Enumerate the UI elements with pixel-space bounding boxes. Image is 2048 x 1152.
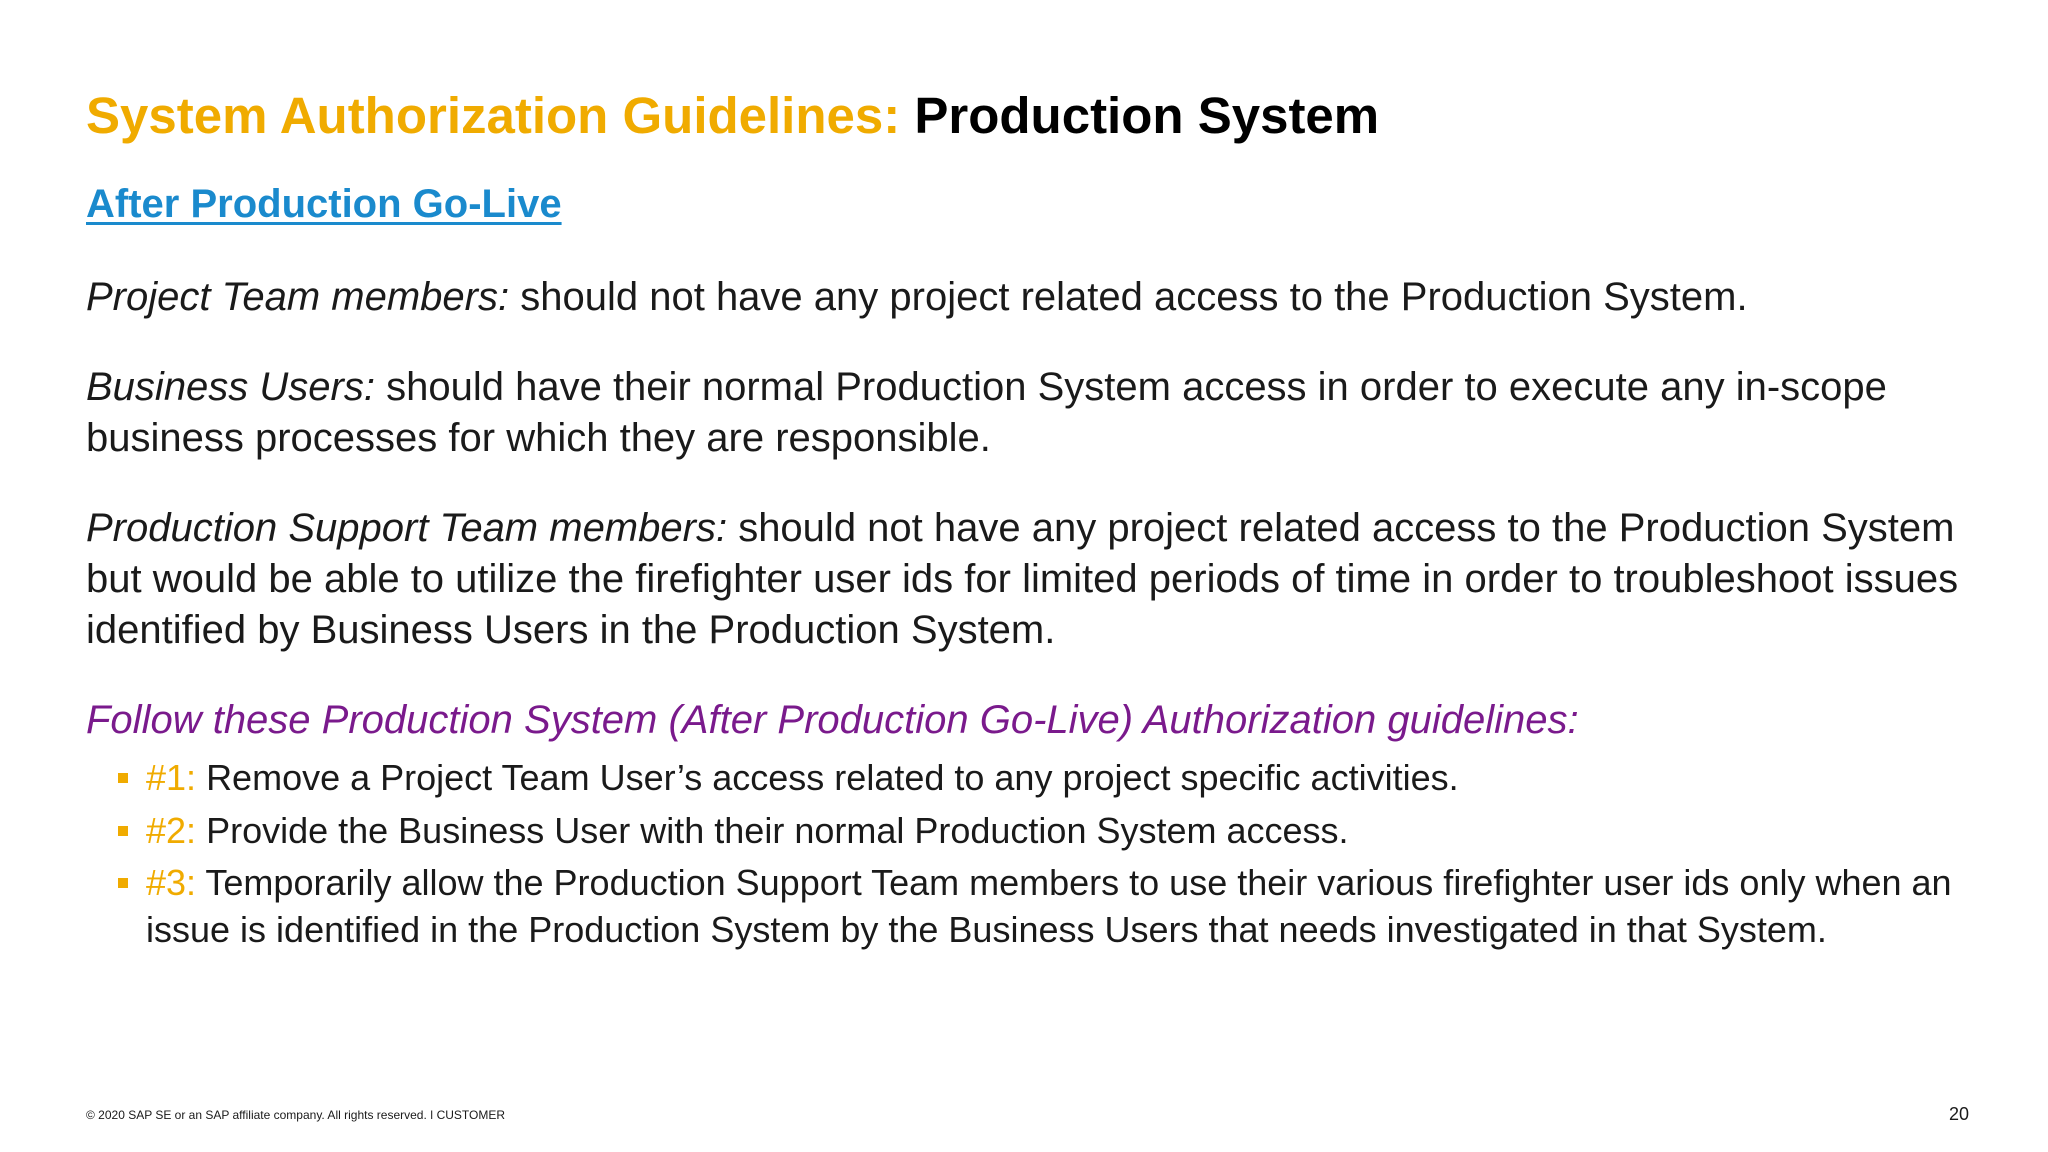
list-item xyxy=(118,808,1988,855)
bullet-text: Provide the Business User with their normal Production System access. xyxy=(206,809,1349,851)
paragraph-text: should have their normal Production System access in order to execute any in-scope business processes for which they are responsible. xyxy=(86,365,1887,460)
title-main: Production System xyxy=(914,87,1380,144)
bullet-number: #2: xyxy=(146,809,197,851)
guidelines-heading: Follow these Production System (After Production Go-Live) Authorization guidelines: xyxy=(86,698,1579,742)
paragraph-lead: Business Users: xyxy=(86,365,375,409)
paragraph-project-team xyxy=(86,272,1966,323)
paragraph-lead: Production Support Team members: xyxy=(86,506,728,550)
page-number: 20 xyxy=(1948,1104,1969,1124)
bullet-square-icon xyxy=(118,826,128,836)
bullet-text: Remove a Project Team User’s access related to any project specific activities. xyxy=(206,757,1459,798)
title-accent: System Authorization Guidelines: xyxy=(86,87,901,144)
list-item xyxy=(118,755,1988,802)
bullet-square-icon xyxy=(118,878,128,888)
paragraph-lead: Project Team members: xyxy=(86,275,510,319)
bullet-square-icon xyxy=(118,773,128,783)
list-item xyxy=(118,860,1988,953)
copyright-footer: © 2020 SAP SE or an SAP affiliate company. All rights reserved. ǀ CUSTOMER xyxy=(86,1108,506,1122)
paragraph-business-users xyxy=(86,362,1966,464)
slide-title xyxy=(86,86,1379,146)
paragraph-text: should not have any project related access to the Production System but would be able to utilize the firefighter user ids for limited periods of time in order to troubleshoot issues identified by Business Users in the Production System. xyxy=(86,506,1959,652)
paragraph-text: should not have any project related access to the Production System. xyxy=(520,275,1748,319)
guidelines-list xyxy=(118,755,1988,959)
bullet-number: #3: xyxy=(146,862,197,903)
paragraph-production-support xyxy=(86,503,1966,656)
bullet-text: Temporarily allow the Production Support Team members to use their various firefighter user ids only when an issue is identified in the Production System by the Business Users that needs investigated in that System. xyxy=(146,862,1952,950)
bullet-number: #1: xyxy=(146,757,197,798)
after-go-live-link[interactable]: After Production Go-Live xyxy=(86,182,562,226)
